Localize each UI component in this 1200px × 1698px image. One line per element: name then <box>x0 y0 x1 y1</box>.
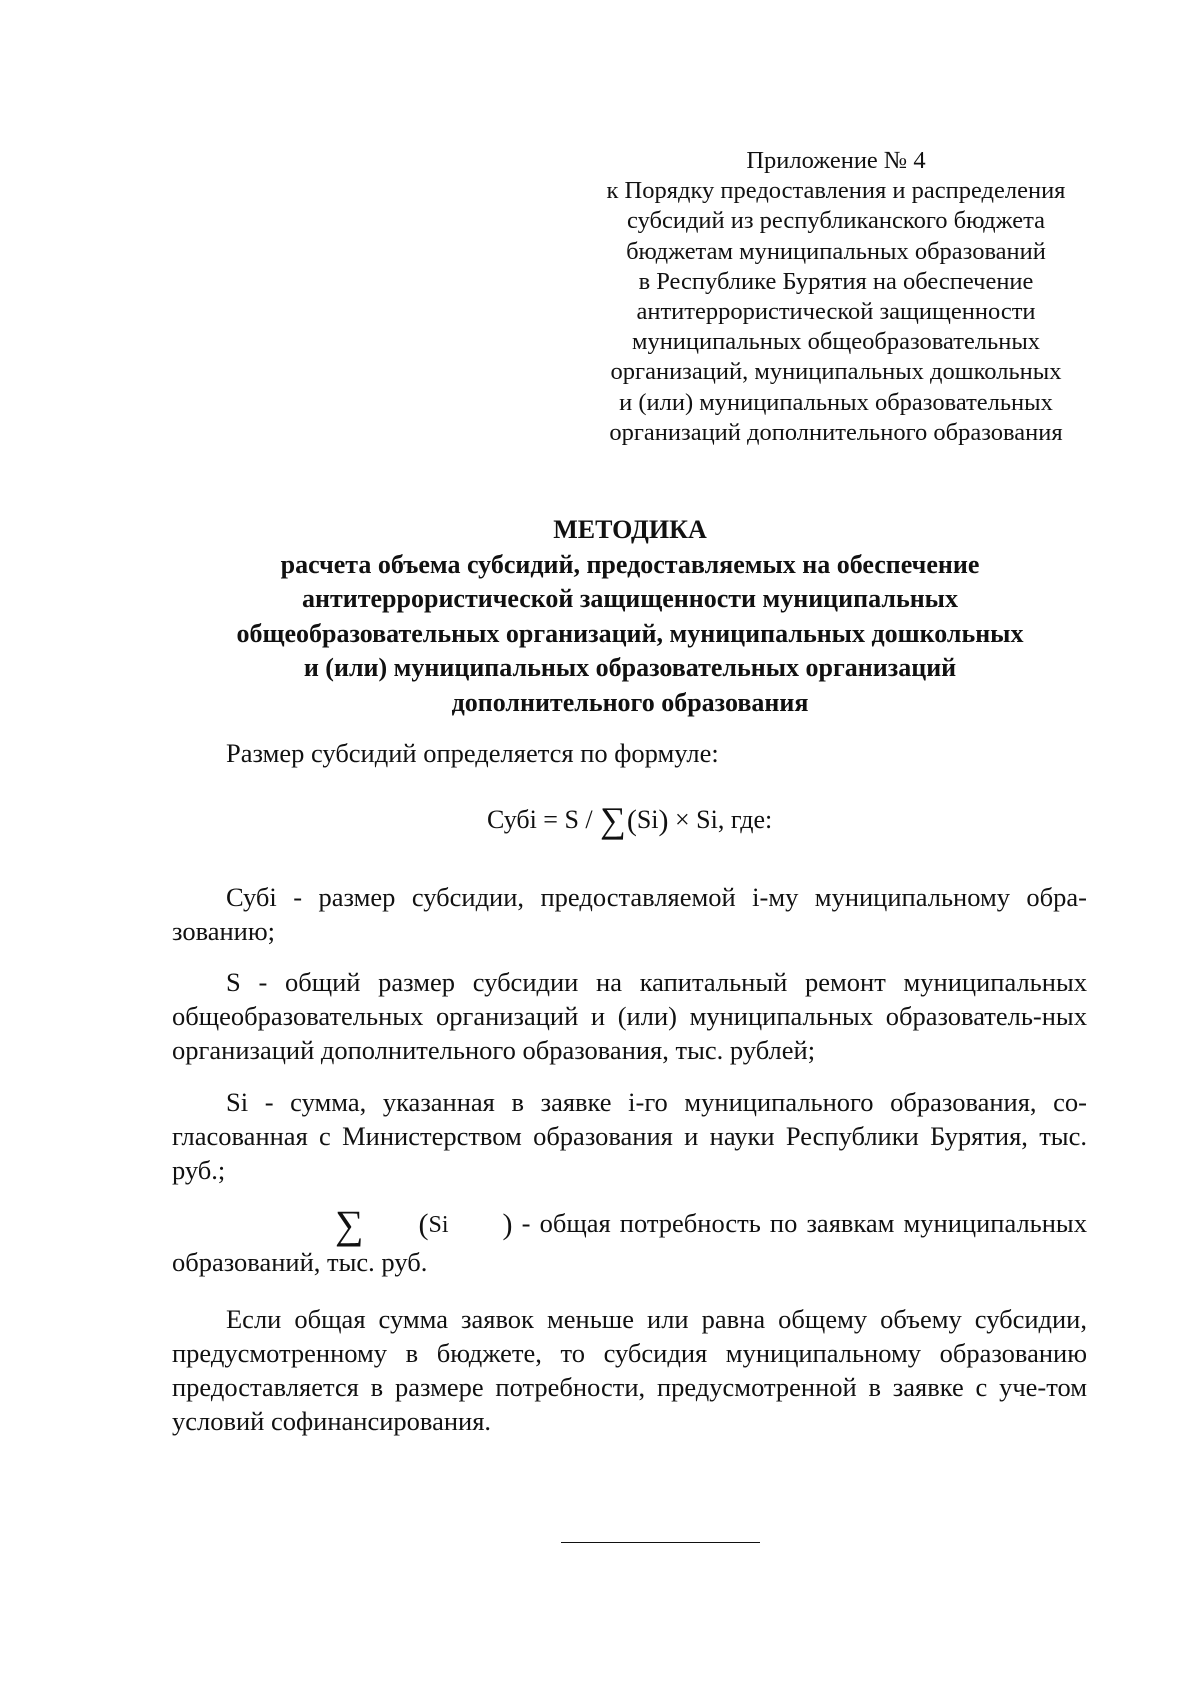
formula-arg: Si <box>636 805 659 834</box>
formula-close-paren: ) <box>658 804 669 837</box>
annex-line: субсидий из республиканского бюджета <box>627 207 1045 235</box>
annex-header <box>574 146 1098 448</box>
title-heading: МЕТОДИКА <box>553 515 707 544</box>
formula-lhs: Субi = S / <box>487 805 593 834</box>
title-line: расчета объема субсидий, предоставляемых на обеспечение <box>280 549 980 579</box>
annex-line: организаций, муниципальных дошкольных <box>610 358 1062 386</box>
annex-line: организаций дополнительного образования <box>609 418 1063 446</box>
title-line: антитеррористической защищенности муниципальных <box>302 584 958 614</box>
definition-sub: Субi - размер субсидии, предоставляемой i-му муниципальному обра-зованию; <box>172 882 1087 946</box>
annex-number: Приложение № 4 <box>746 147 926 174</box>
annex-line: антитеррористической защищенности <box>636 298 1036 326</box>
title-line: и (или) муниципальных образовательных организаций <box>303 653 957 683</box>
sigma-symbol: ∑ <box>600 800 626 840</box>
sum-open-paren: ( <box>418 1208 429 1241</box>
sum-close-paren: ) <box>502 1208 513 1241</box>
annex-line: в Республике Бурятия на обеспечение <box>638 267 1034 295</box>
subsidy-formula <box>487 802 772 838</box>
sum-symbol <box>226 1202 513 1247</box>
annex-line: бюджетам муниципальных образований <box>626 237 1046 265</box>
sum-arg: Si <box>428 1212 449 1238</box>
annex-line: муниципальных общеобразовательных <box>631 328 1041 356</box>
definition-s: S - общий размер субсидии на капитальный ремонт муниципальных общеобразовательных организаций и (или) муниципальных образователь-ных организаций дополнительного образования, тыс. рублей; <box>172 967 1087 1065</box>
end-rule <box>561 1542 760 1543</box>
definition-sum-text: - общая потребность по заявкам муниципальных образований, тыс. руб. <box>172 1208 1087 1277</box>
sigma-symbol: ∑ <box>335 1202 364 1247</box>
conclusion-paragraph: Если общая сумма заявок меньше или равна общему объему субсидии, предусмотренному в бюджете, то субсидия муниципальному образованию предоставляется в размере потребности, предусмотренной в заявке с уче-том условий софинансирования. <box>172 1304 1087 1436</box>
definition-si: Si - сумма, указанная в заявке i-го муниципального образования, со-гласованная с Министерством образования и науки Республики Бурятия, тыс. руб.; <box>172 1087 1087 1185</box>
document-title <box>160 513 1100 721</box>
intro-paragraph: Размер субсидий определяется по формуле: <box>226 738 719 768</box>
formula-open-paren: ( <box>626 804 637 837</box>
definition-sum <box>172 1202 1087 1279</box>
formula-rhs: × Si, где: <box>675 805 773 834</box>
annex-line: и (или) муниципальных образовательных <box>619 388 1053 416</box>
title-line: общеобразовательных организаций, муниципальных дошкольных <box>236 618 1024 648</box>
annex-line: к Порядку предоставления и распределения <box>606 177 1066 205</box>
title-line: дополнительного образования <box>451 687 809 717</box>
